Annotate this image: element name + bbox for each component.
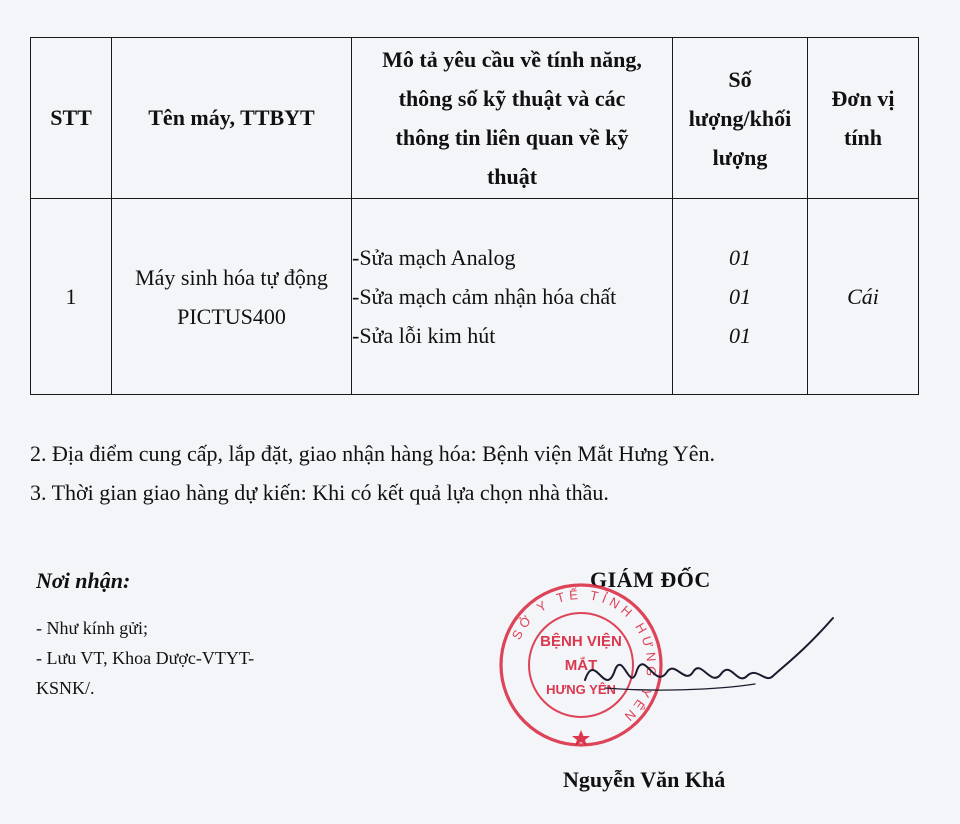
header-quantity: Số lượng/khối lượng (673, 38, 808, 199)
recipient-item: - Như kính gửi; (36, 618, 149, 638)
header-unit: Đơn vị tính (808, 38, 919, 199)
stamp-line: MẮT (564, 657, 598, 674)
cell-stt: 1 (31, 199, 112, 395)
director-signature (575, 610, 845, 720)
paragraph-delivery-location: 2. Địa điểm cung cấp, lắp đặt, giao nhận hàng hóa: Bệnh viện Mắt Hưng Yên. (30, 441, 715, 466)
table-header-row (31, 38, 919, 199)
paragraph-delivery-time: 3. Thời gian giao hàng dự kiến: Khi có kết quả lựa chọn nhà thầu. (30, 480, 609, 505)
cell-quantity: 01 01 01 (673, 199, 808, 395)
equipment-table (30, 37, 919, 395)
stamp-line: BỆNH VIỆN (540, 633, 622, 650)
signer-name: Nguyễn Văn Khá (563, 767, 726, 792)
stamp-line: HƯNG YÊN (546, 682, 616, 697)
table-row (31, 199, 919, 395)
header-stt: STT (31, 38, 112, 199)
cell-unit: Cái (808, 199, 919, 395)
recipients-title: Nơi nhận: (36, 568, 131, 593)
recipient-item: KSNK/. (36, 678, 95, 698)
director-title: GIÁM ĐỐC (590, 567, 711, 592)
cell-description: -Sửa mạch Analog -Sửa mạch cảm nhận hóa chất -Sửa lỗi kim hút (352, 199, 673, 395)
header-description: Mô tả yêu cầu về tính năng, thông số kỹ thuật và các thông tin liên quan về kỹ thuật (352, 38, 673, 199)
recipient-item: - Lưu VT, Khoa Dược-VTYT- (36, 648, 255, 668)
stamp-ring-text: SỞ Y TẾ TỈNH HƯNG YÊN (508, 586, 660, 727)
header-device-name: Tên máy, TTBYT (112, 38, 352, 199)
cell-device-name: Máy sinh hóa tự động PICTUS400 (112, 199, 352, 395)
